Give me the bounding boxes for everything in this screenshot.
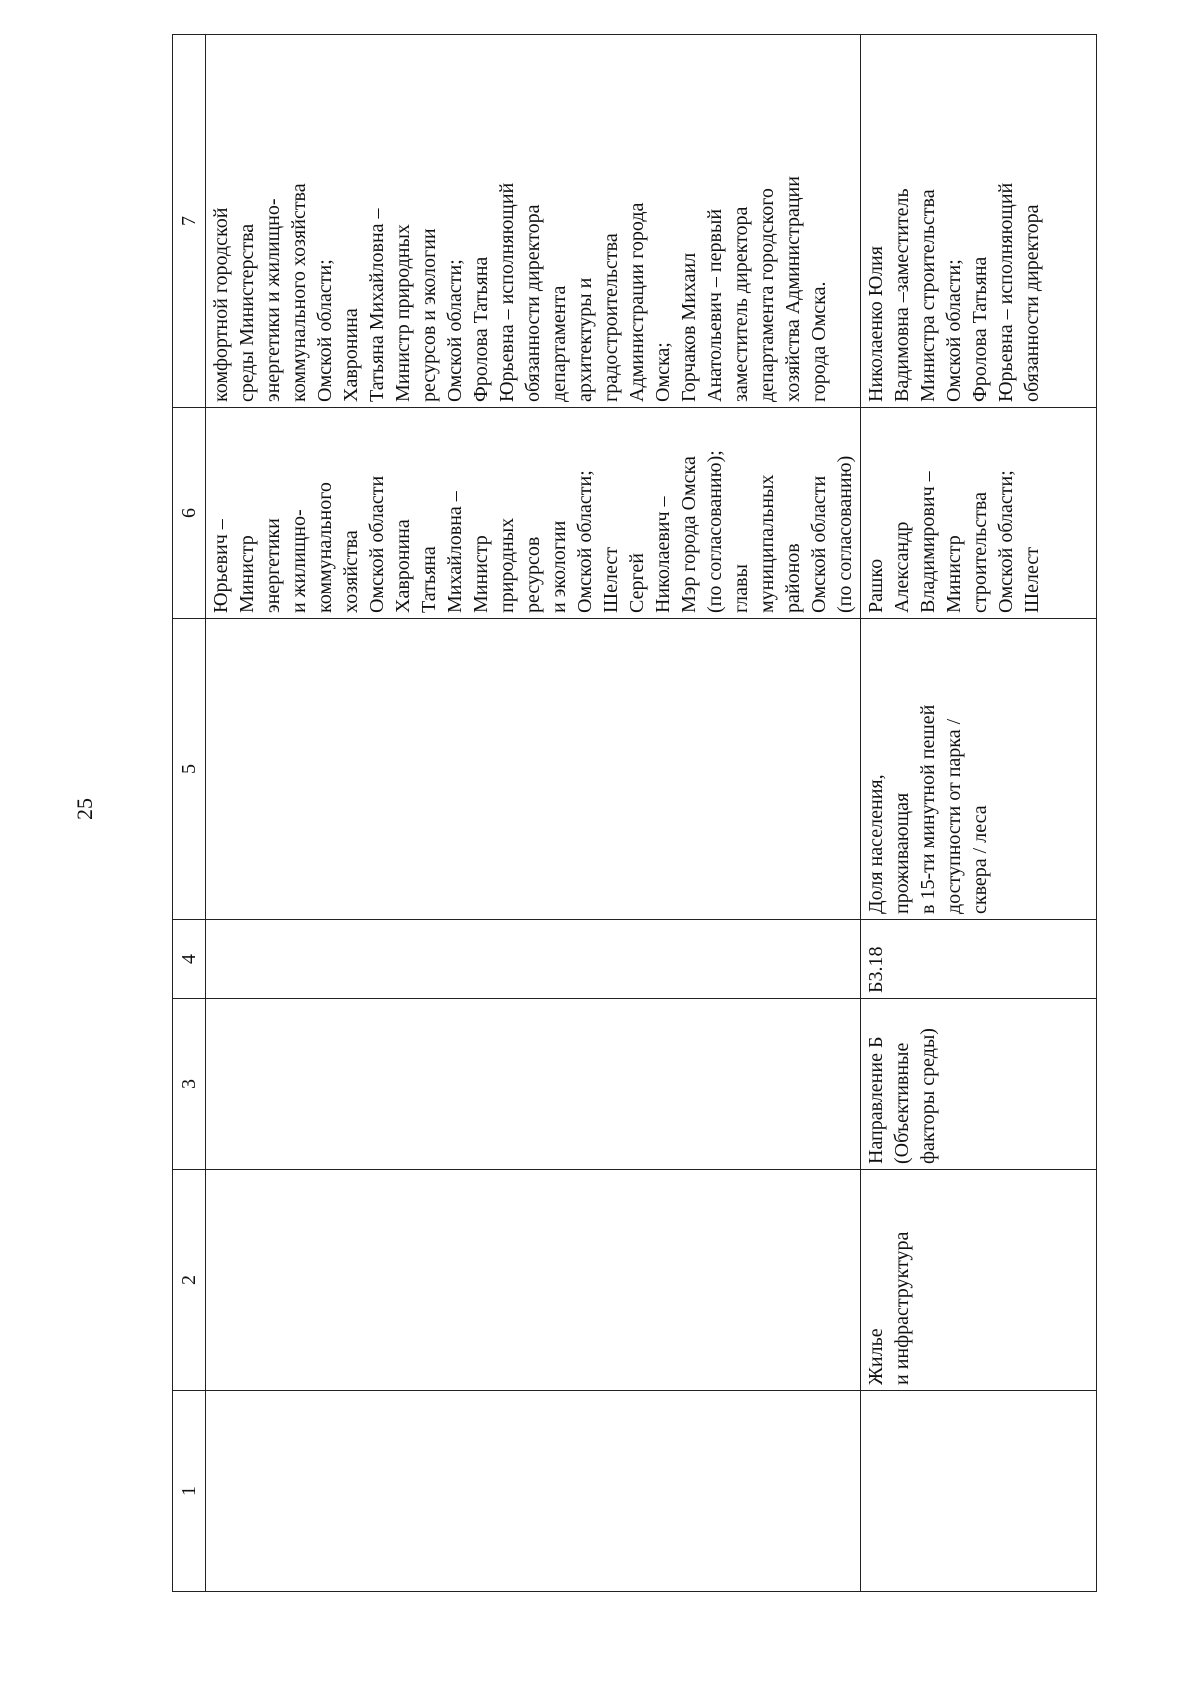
cell-line: департамента xyxy=(548,285,570,402)
cell-line: Сергей xyxy=(626,553,648,613)
cell-r2-c6 xyxy=(861,408,1097,619)
cell-line: коммунального xyxy=(314,482,336,613)
cell-line: в 15-ти минутной пешей xyxy=(917,704,939,914)
header-row xyxy=(173,35,206,1592)
header-col-6: 6 xyxy=(173,408,206,619)
cell-line: Мэр города Омска xyxy=(678,456,700,613)
cell-r1-c2 xyxy=(206,1170,861,1391)
cell-line: (по согласованию); xyxy=(704,450,726,613)
header-col-3: 3 xyxy=(173,999,206,1170)
cell-r2-c7 xyxy=(861,35,1097,408)
cell-line: Министра строительства xyxy=(917,189,939,402)
cell-r2-c5 xyxy=(861,619,1097,920)
cell-r1-c4 xyxy=(206,920,861,999)
cell-line: муниципальных xyxy=(756,474,778,613)
cell-line: Министр xyxy=(943,535,965,613)
cell-line: природных xyxy=(496,517,518,613)
cell-line: Омской области xyxy=(366,475,388,613)
table-row xyxy=(206,35,861,1592)
cell-line: Вадимовна –заместитель xyxy=(891,188,913,402)
cell-line: Михайловна – xyxy=(444,491,466,613)
cell-line: Омской области; xyxy=(444,259,466,402)
cell-line: хозяйства Администрации xyxy=(782,176,804,402)
cell-line: проживающая xyxy=(891,792,913,914)
cell-line: Фролова Татьяна xyxy=(470,256,492,402)
cell-line: комфортной городской xyxy=(210,207,232,402)
cell-line: Анатольевич – первый xyxy=(704,208,726,402)
cell-line: Александр xyxy=(891,521,913,613)
cell-line: и жилищно- xyxy=(288,509,310,613)
cell-line: и экологии xyxy=(548,520,570,613)
cell-line: Юрьевич – xyxy=(210,519,232,613)
table-container xyxy=(172,112,1097,1592)
cell-line: Хавронина xyxy=(392,519,414,613)
cell-line: Б3.18 xyxy=(865,946,887,993)
cell-line: Министр xyxy=(236,535,258,613)
table-row xyxy=(861,35,1097,1592)
cell-line: Омской области; xyxy=(574,470,596,613)
cell-line: Омской области; xyxy=(995,470,1017,613)
header-col-4: 4 xyxy=(173,920,206,999)
cell-line: энергетики xyxy=(262,518,284,613)
cell-line: обязанности директора xyxy=(1021,204,1043,402)
cell-line: среды Министерства xyxy=(236,223,258,402)
cell-line: Юрьевна – исполняющий xyxy=(496,182,518,402)
cell-line: департамента городского xyxy=(756,188,778,402)
cell-line: хозяйства xyxy=(340,530,362,613)
cell-line: строительства xyxy=(969,492,991,613)
header-col-5: 5 xyxy=(173,619,206,920)
cell-r2-c3 xyxy=(861,999,1097,1170)
cell-line: архитектуры и xyxy=(574,277,596,402)
cell-line: главы xyxy=(730,564,752,613)
cell-line: города Омска. xyxy=(808,281,830,402)
header-col-7: 7 xyxy=(173,35,206,408)
cell-r1-c1 xyxy=(206,1391,861,1592)
cell-r1-c5 xyxy=(206,619,861,920)
cell-line: Фролова Татьяна xyxy=(969,256,991,402)
cell-line: энергетики и жилищно- xyxy=(262,198,284,402)
cell-line: и инфраструктура xyxy=(891,1231,913,1385)
cell-line: ресурсов xyxy=(522,536,544,613)
cell-line: Николаенко Юлия xyxy=(865,246,887,402)
cell-line: Омска; xyxy=(652,342,674,402)
cell-line: Хавронина xyxy=(340,308,362,402)
cell-line: Юрьевна – исполняющий xyxy=(995,182,1017,402)
cell-line: Николаевич – xyxy=(652,496,674,613)
cell-line: (по согласованию) xyxy=(834,455,856,613)
cell-line: коммунального хозяйства xyxy=(288,183,310,402)
cell-line: градостроительства xyxy=(600,233,622,402)
cell-line: Омской области xyxy=(808,475,830,613)
cell-line: (Объективные xyxy=(891,1042,913,1164)
cell-r1-c6 xyxy=(206,408,861,619)
cell-r2-c2 xyxy=(861,1170,1097,1391)
cell-line: районов xyxy=(782,543,804,613)
cell-line: факторы среды) xyxy=(917,1028,939,1164)
cell-line: заместитель директора xyxy=(730,206,752,402)
cell-line: ресурсов и экологии xyxy=(418,228,440,402)
cell-line: сквера / леса xyxy=(969,805,991,914)
cell-line: Татьяна Михайловна – xyxy=(366,208,388,402)
cell-line: Горчаков Михаил xyxy=(678,252,700,402)
cell-line: Направление Б xyxy=(865,1036,887,1164)
cell-r2-c1 xyxy=(861,1391,1097,1592)
cell-r2-c4 xyxy=(861,920,1097,999)
cell-line: Владимирович – xyxy=(917,471,939,613)
cell-line: Шелест xyxy=(600,546,622,613)
data-table xyxy=(172,34,1097,1592)
cell-line: доступности от парка / xyxy=(943,718,965,914)
cell-line: Рашко xyxy=(865,558,887,613)
cell-line: Министр xyxy=(470,535,492,613)
page-number: 25 xyxy=(72,798,97,820)
cell-r1-c3 xyxy=(206,999,861,1170)
cell-line: Министр природных xyxy=(392,224,414,402)
cell-line: Татьяна xyxy=(418,546,440,613)
cell-line: Администрации города xyxy=(626,202,648,402)
cell-line: Омской области; xyxy=(314,259,336,402)
header-col-2: 2 xyxy=(173,1170,206,1391)
cell-line: Шелест xyxy=(1021,546,1043,613)
header-col-1: 1 xyxy=(173,1391,206,1592)
cell-line: Жилье xyxy=(865,1328,887,1385)
cell-line: Омской области; xyxy=(943,259,965,402)
cell-r1-c7 xyxy=(206,35,861,408)
cell-line: обязанности директора xyxy=(522,204,544,402)
cell-line: Доля населения, xyxy=(865,774,887,914)
